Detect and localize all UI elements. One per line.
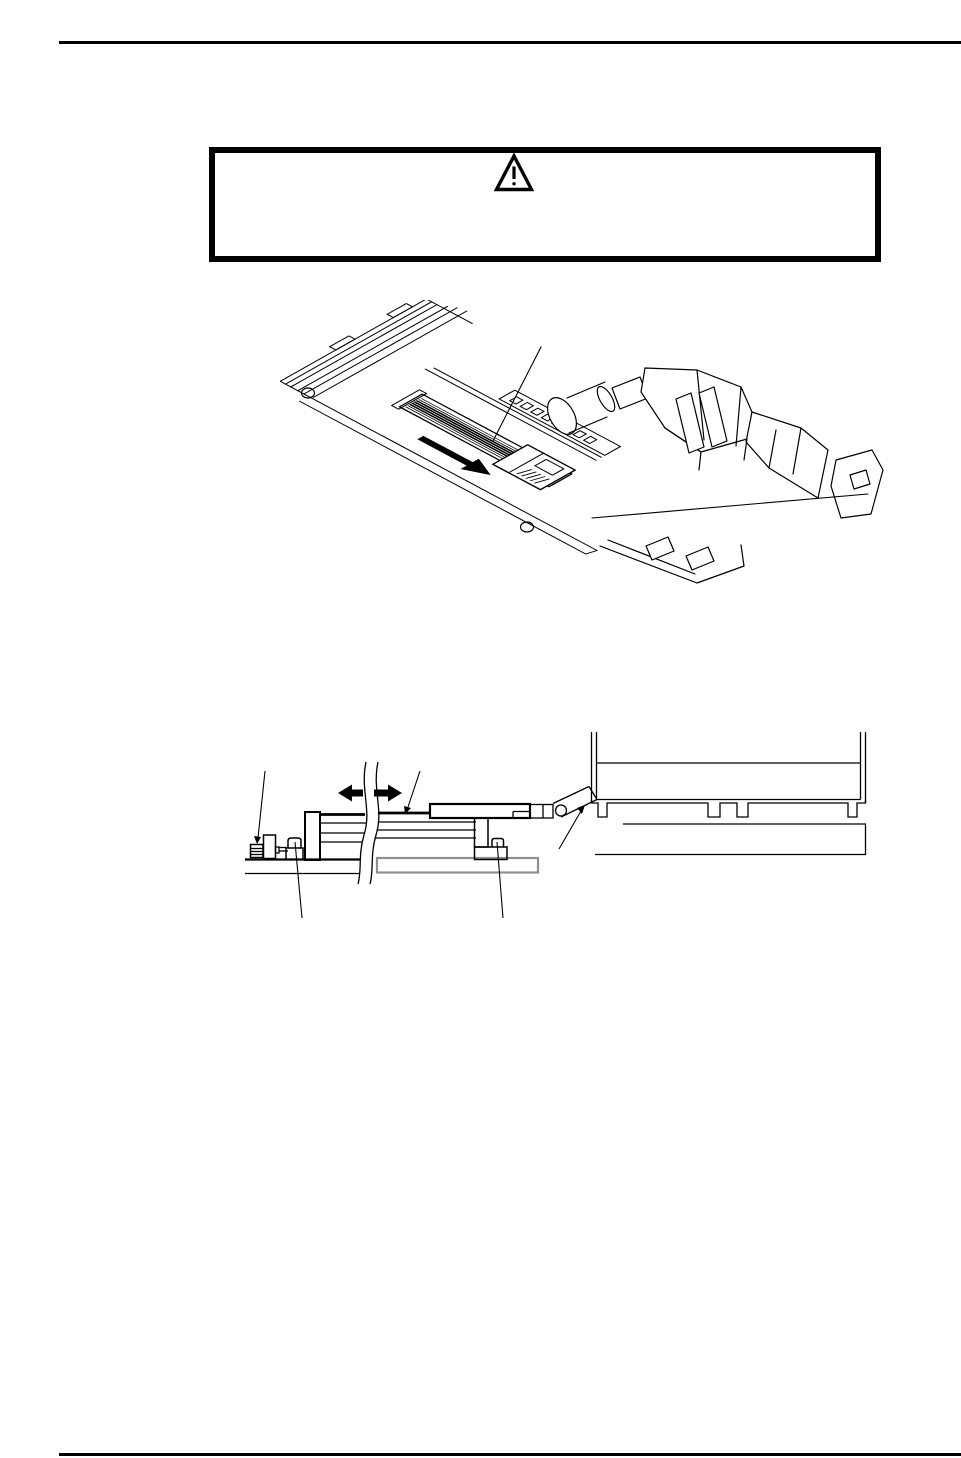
lower-shelf [595,824,866,855]
warning-triangle-icon [494,153,534,193]
carriage-block [430,804,553,818]
top-rule [59,41,961,44]
leader-lines [254,771,585,918]
wall-tab [330,336,355,350]
carriage-block [493,445,575,490]
bottom-rule [59,1453,961,1456]
leader-line [592,494,868,518]
figure-carriage-side-view [240,690,890,930]
chassis-foot-bracket [686,547,714,570]
end-bracket [305,812,320,860]
figure-carriage-isometric [280,300,900,600]
support-bracket [475,818,508,860]
rail-left-segment [320,815,367,843]
shaded-bar [377,858,538,873]
carriage-travel-arrow [411,432,500,480]
rail-right-segment [372,813,476,838]
warning-box [209,147,881,262]
wall-tab [387,304,412,318]
chassis-foot-bracket [646,537,674,560]
mounting-bolt [288,838,301,848]
machine-body [592,732,866,817]
chassis-foot [521,522,534,532]
roller-cylinder [542,377,648,439]
side-bracket [831,450,883,518]
hinge-arm [553,787,597,818]
